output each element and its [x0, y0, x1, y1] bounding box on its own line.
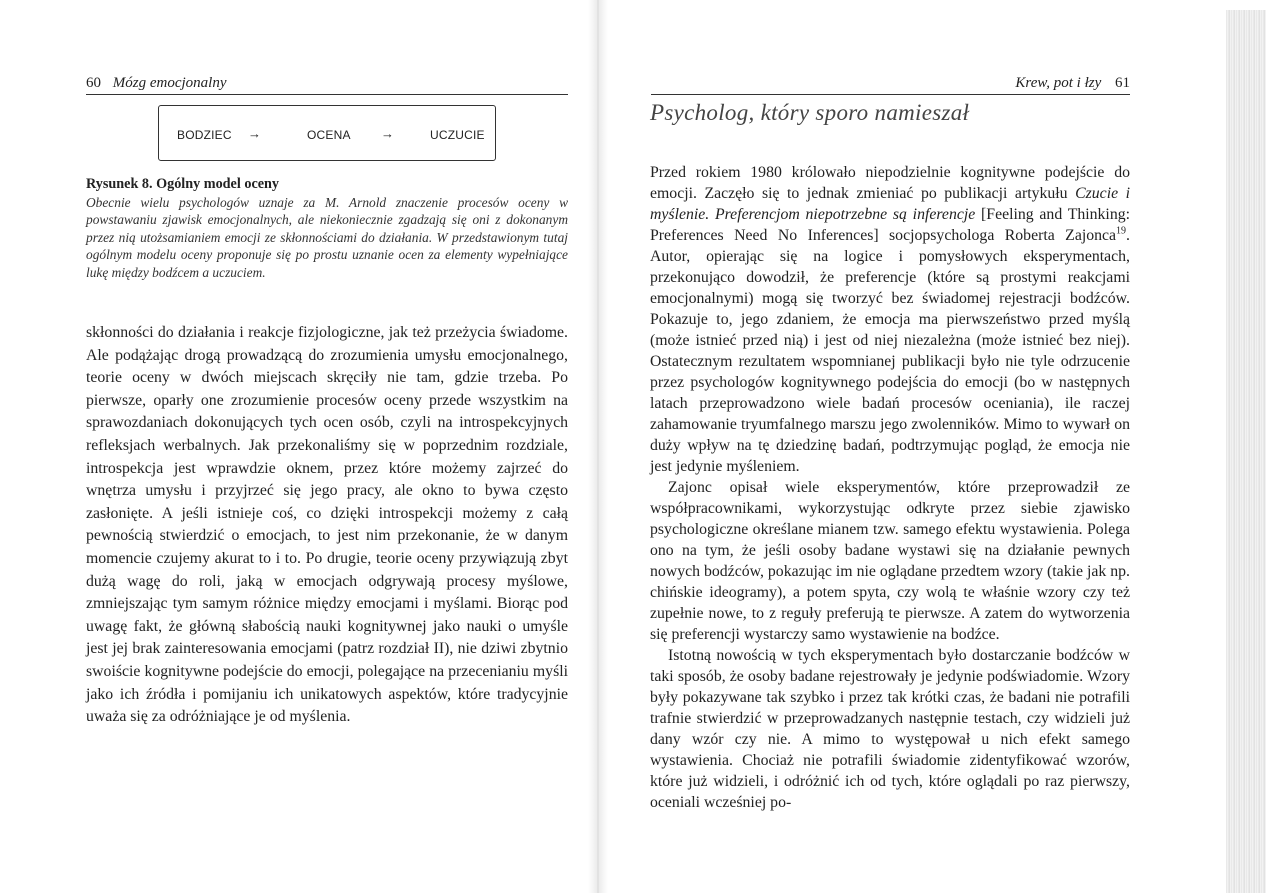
footnote-marker: 19 [1116, 225, 1127, 237]
left-running-title: Mózg emocjonalny [112, 75, 227, 91]
diagram-arrow-icon: → [248, 126, 261, 141]
figure-caption [86, 176, 568, 281]
diagram-node-appraisal: OCENA [307, 128, 351, 142]
right-page-number: 61 [1115, 75, 1130, 91]
p1-text-a: Przed rokiem 1980 królowało niepodzielnie kognitywne podejście do emocji. Zaczęło się to jednak zmieniać po publikacji artykułu [650, 164, 1130, 202]
left-body-text [86, 322, 568, 729]
left-running-header [86, 74, 568, 95]
left-page-number: 60 [86, 75, 101, 91]
p1-article-title: Czucie i myślenie. Preferencjom niepotrzebne są inferencje [650, 185, 1130, 223]
diagram-arrow-icon: → [381, 126, 394, 141]
right-body-text [650, 162, 1130, 813]
right-paragraph-3: Istotną nowością w tych eksperymentach było dostarczanie bodźców w taki sposób, że osoby badane rejestrowały je jedynie podświadomie. Wzory były pokazywane tak szybko i przez tak krótki czas, że badani nie potrafili trafnie stwierdzić w przeprowadzanych następnie testach, czy widzieli już dany wzór czy nie. A mimo to występował u nich efekt samego wystawienia. Chociaż nie potrafili świadomie zidentyfikować wzorów, które już widzieli, i odróżnić ich od tych, które oglądali po raz pierwszy, oceniali wcześniej po- [650, 647, 1130, 811]
section-title: Psycholog, który sporo namieszał [650, 100, 970, 125]
appraisal-model-diagram [158, 105, 496, 161]
right-paragraph-2: Zajonc opisał wiele eksperymentów, które przeprowadził ze współpracownikami, wykorzystując odkryte przez siebie zjawisko psychologiczne określane mianem tzw. samego efektu wystawienia. Polega ono na tym, że jeśli osoby badane wystawi się na działanie pewnych nowych bodźców, pokazując im nie oglądane przedtem wzory (takie jak np. chińskie ideogramy), a potem spyta, czy wolą te właśnie wzory czy też zupełnie nowe, to z reguły preferują te pierwsze. A zatem do wytworzenia się preferencji wystarczy samo wystawienie na bodźce. [650, 479, 1130, 643]
right-running-title: Krew, pot i łzy [1015, 75, 1102, 91]
p1-text-c: . Autor, opierając się na logice i pomysłowych eksperymentach, przekonująco dowodził, że preferencje (które są prostymi reakcjami emocjonalnymi) mogą się tworzyć bez świadomej rejestracji bodźców. Pokazuje to, jego zdaniem, że emocja ma pierwszeństwo przed myślą (może istnieć przed nią) i jest od niej niezależna (może istnieć bez niej). Ostatecznym rezultatem wspomnianej publikacji było nie tyle odrzucenie przez psychologów kognitywnego podejścia do emocji (bo w następnych latach przeprowadzono wiele badań procesów oceniania), ile raczej zahamowanie tryumfalnego marszu jego zwolenników. Mimo to wywarł on duży wpływ na tę dziedzinę badań, podtrzymując pogląd, że emocja nie jest jedynie myśleniem. [650, 227, 1130, 475]
right-running-header [651, 74, 1130, 95]
left-paragraph: skłonności do działania i reakcje fizjologiczne, jak też przeżycia świadome. Ale podążając drogą prowadzącą do zrozumienia umysłu emocjonalnego, teorie oceny w dwóch miejscach skręciły nie tam, gdzie trzeba. Po pierwsze, oparły one zrozumienie procesów oceny przede wszystkim na sprawozdaniach dokonujących tych ocen osób, czyli na introspekcyjnych refleksjach werbalnych. Jak przekonaliśmy się w poprzednim rozdziale, introspekcja jest wprawdzie oknem, przez które możemy zajrzeć do wnętrza umysłu i przyjrzeć się jego pracy, ale okno to bywa często zasłonięte. A jeśli istnieje coś, co dzięki introspekcji możemy z całą pewnością stwierdzić o emocjach, to jest nim przekonanie, że w danym momencie czujemy akurat to i to. Po drugie, teorie oceny przywiązują zbyt dużą wagę do roli, jaką w emocjach odgrywają procesy myślowe, zmniejszając tym samym różnice między emocjami i myślami. Biorąc pod uwagę fakt, że główną słabością nauki kognitywnej jako nauki o umyśle jest jej brak zainteresowania emocjami (patrz rozdział II), nie dziwi zbytnio swoiście kognitywne podejście do emocji, polegające na przecenianiu myśli jako ich źródła i pomijaniu ich unikatowych aspektów, które tradycyjnie uważa się za odróżniające je od myślenia. [86, 324, 568, 726]
p1-text-b: [Feeling and Thinking: Preferences Need No Inferences] socjopsychologa Roberta Zajonca [650, 206, 1131, 244]
book-gutter [588, 0, 608, 893]
figure-caption-text: Obecnie wielu psychologów uznaje za M. Arnold znaczenie procesów oceny w powstawaniu zjawisk emocjonalnych, ale niekoniecznie zgadzają się oni z dokonanym przez nią utożsamianiem emocji ze skłonnościami do działania. W przedstawionym tutaj ogólnym modelu oceny proponuje się po prostu uznanie ocen za elementy wypełniające lukę między bodźcem a uczuciem. [86, 194, 568, 280]
right-paragraph-1 [650, 162, 1130, 477]
diagram-node-feeling: UCZUCIE [430, 128, 485, 142]
page-edge-stack [1226, 10, 1266, 893]
diagram-node-stimulus: BODZIEC [177, 128, 232, 142]
figure-caption-title: Rysunek 8. Ogólny model oceny [86, 176, 280, 192]
